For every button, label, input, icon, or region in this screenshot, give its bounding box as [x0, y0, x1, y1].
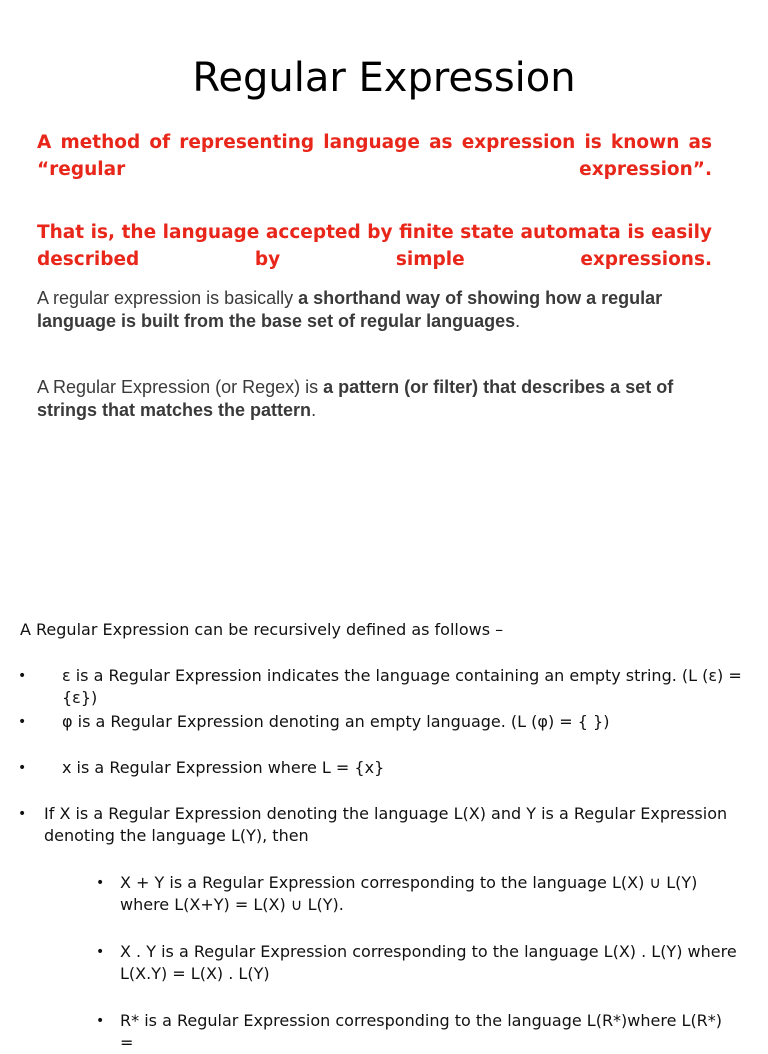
sub-item-union: X + Y is a Regular Expression corresponding to the language L(X) ∪ L(Y) where L(X+Y) = L(X) ∪ L(Y). — [120, 873, 698, 914]
regex-pattern-paragraph — [37, 376, 727, 422]
slide-title: Regular Expression — [192, 55, 576, 101]
regex-prefix: A Regular Expression (or Regex) is — [37, 377, 324, 397]
shorthand-paragraph — [37, 287, 727, 333]
list-item-phi: φ is a Regular Expression denoting an empty language. (L (φ) = { }) — [62, 712, 610, 731]
sub-item-concatenation: X . Y is a Regular Expression corresponding to the language L(X) . L(Y) where L(X.Y) = L(X) . L(Y) — [120, 942, 737, 983]
shorthand-suffix: . — [515, 311, 521, 331]
shorthand-prefix: A regular expression is basically — [37, 288, 299, 308]
regex-suffix: . — [311, 400, 317, 420]
regex-bold: a pattern (or filter) that describes a set of strings that matches the pattern — [37, 377, 674, 420]
bullet-icon: • — [18, 760, 27, 776]
bullet-icon: • — [18, 668, 27, 684]
sub-bullet-icon: • — [96, 944, 105, 960]
red-definition-paragraph: A method of representing language as expression is known as “regular expression”. — [37, 132, 712, 180]
sub-bullet-icon: • — [96, 875, 105, 891]
sub-item-kleene-star: R* is a Regular Expression corresponding to the language L(R*)where L(R*) = — [120, 1011, 723, 1052]
bullet-icon: • — [18, 714, 27, 730]
list-item-x-and-y: If X is a Regular Expression denoting the language L(X) and Y is a Regular Expression denoting the language L(Y), then — [44, 804, 728, 845]
bullet-icon: • — [18, 806, 27, 822]
list-item-epsilon: ε is a Regular Expression indicates the language containing an empty string. (L (ε) = {ε}) — [62, 666, 742, 707]
red-automata-paragraph: That is, the language accepted by finite state automata is easily described by simple expressions. — [37, 222, 712, 270]
recursive-definition-intro: A Regular Expression can be recursively defined as follows – — [20, 620, 504, 639]
shorthand-bold: a shorthand way of showing how a regular language is built from the base set of regular languages — [37, 288, 663, 331]
sub-bullet-icon: • — [96, 1013, 105, 1029]
list-item-x: x is a Regular Expression where L = {x} — [62, 758, 385, 777]
